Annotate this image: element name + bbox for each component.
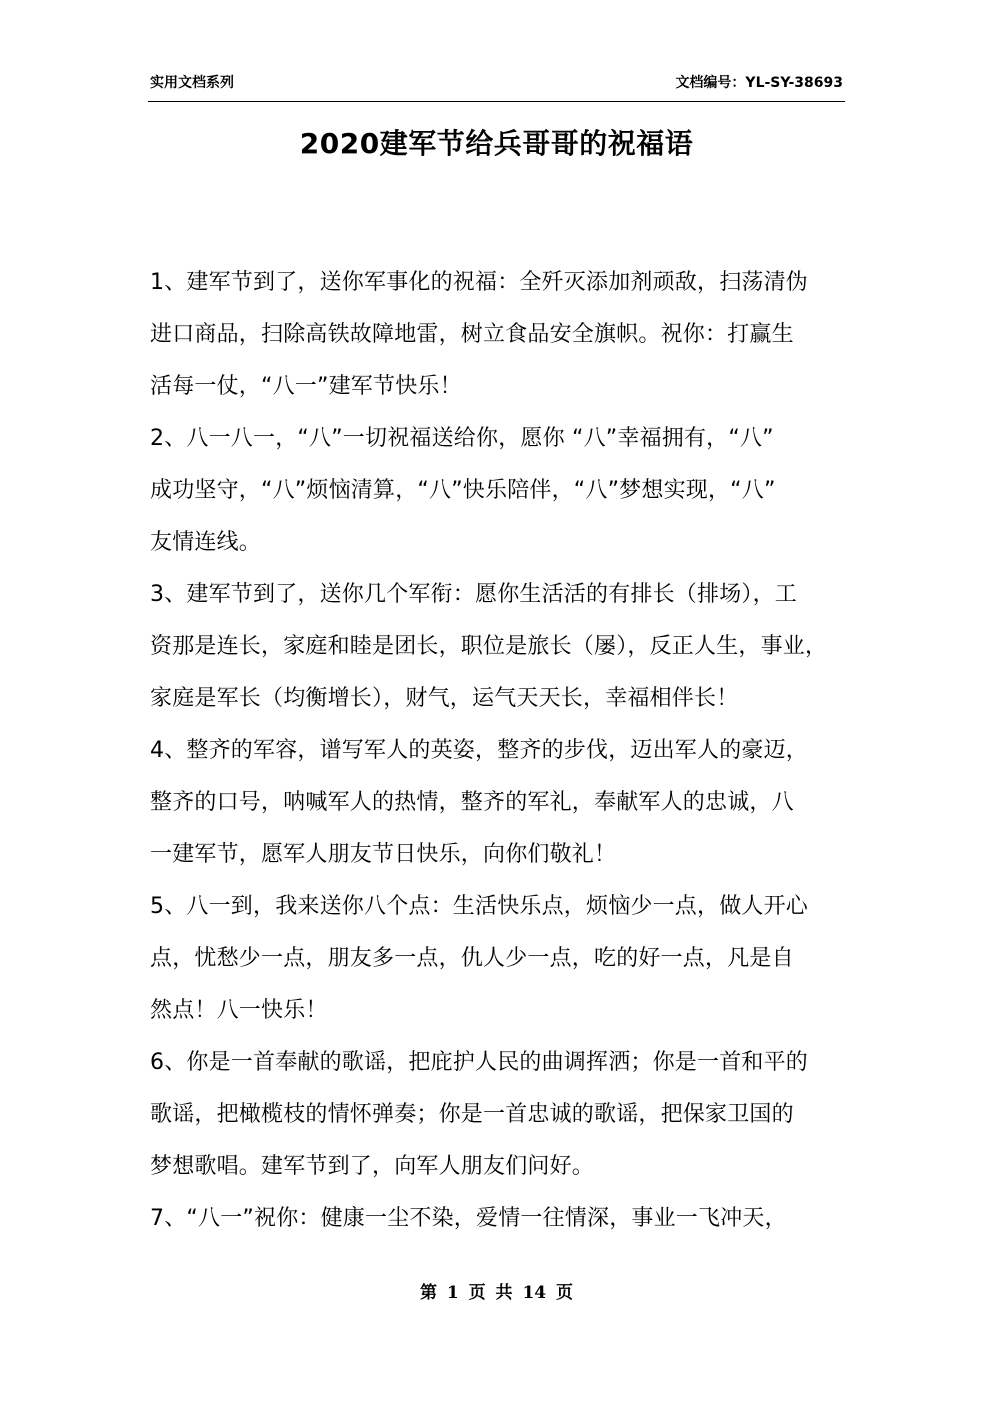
- body-line: 整齐的口号，呐喊军人的热情，整齐的军礼，奉献军人的忠诚，八: [150, 790, 794, 815]
- body-line: 友情连线。: [150, 530, 262, 555]
- header-divider: [148, 101, 845, 102]
- body-line: 6、你是一首奉献的歌谣，把庇护人民的曲调挥洒；你是一首和平的: [150, 1050, 808, 1075]
- body-line: 3、建军节到了，送你几个军衔：愿你生活活的有排长（排场），工: [150, 582, 797, 607]
- body-line: 5、八一到，我来送你八个点：生活快乐点，烦恼少一点，做人开心: [150, 894, 808, 919]
- body-line: 点，忧愁少一点，朋友多一点，仇人少一点，吃的好一点，凡是自: [150, 946, 794, 971]
- body-line: 7、“八一”祝你：健康一尘不染，爱情一往情深，事业一飞冲天，: [150, 1206, 787, 1231]
- header-series-label: 实用文档系列: [150, 75, 234, 91]
- body-line: 活每一仗，“八一”建军节快乐！: [150, 374, 462, 399]
- body-line: 一建军节，愿军人朋友节日快乐，向你们敬礼！: [150, 842, 617, 867]
- body-line: 家庭是军长（均衡增长），财气，运气天天长，幸福相伴长！: [150, 686, 739, 711]
- body-line: 成功坚守，“八”烦恼清算，“八”快乐陪伴，“八”梦想实现，“八”: [150, 478, 776, 503]
- page-number-footer: 第 1 页 共 14 页: [419, 1283, 574, 1303]
- body-line: 1、建军节到了，送你军事化的祝福：全歼灭添加剂顽敌，扫荡清伪: [150, 270, 808, 295]
- header-document-number: 文档编号：YL-SY-38693: [675, 75, 843, 91]
- body-line: 梦想歌唱。建军节到了，向军人朋友们问好。: [150, 1154, 595, 1179]
- body-line: 进口商品，扫除高铁故障地雷，树立食品安全旗帜。祝你：打赢生: [150, 322, 794, 347]
- document-body: [150, 257, 860, 1245]
- body-line: 4、整齐的军容，谱写军人的英姿，整齐的步伐，迈出军人的豪迈，: [150, 738, 808, 763]
- body-line: 然点！八一快乐！: [150, 998, 328, 1023]
- body-line: 歌谣，把橄榄枝的情怀弹奏；你是一首忠诚的歌谣，把保家卫国的: [150, 1102, 794, 1127]
- body-line: 2、八一八一，“八”一切祝福送给你，愿你 “八”幸福拥有，“八”: [150, 426, 774, 451]
- body-line: 资那是连长，家庭和睦是团长，职位是旅长（屡），反正人生，事业，: [150, 634, 828, 659]
- document-title: 2020建军节给兵哥哥的祝福语: [299, 127, 694, 160]
